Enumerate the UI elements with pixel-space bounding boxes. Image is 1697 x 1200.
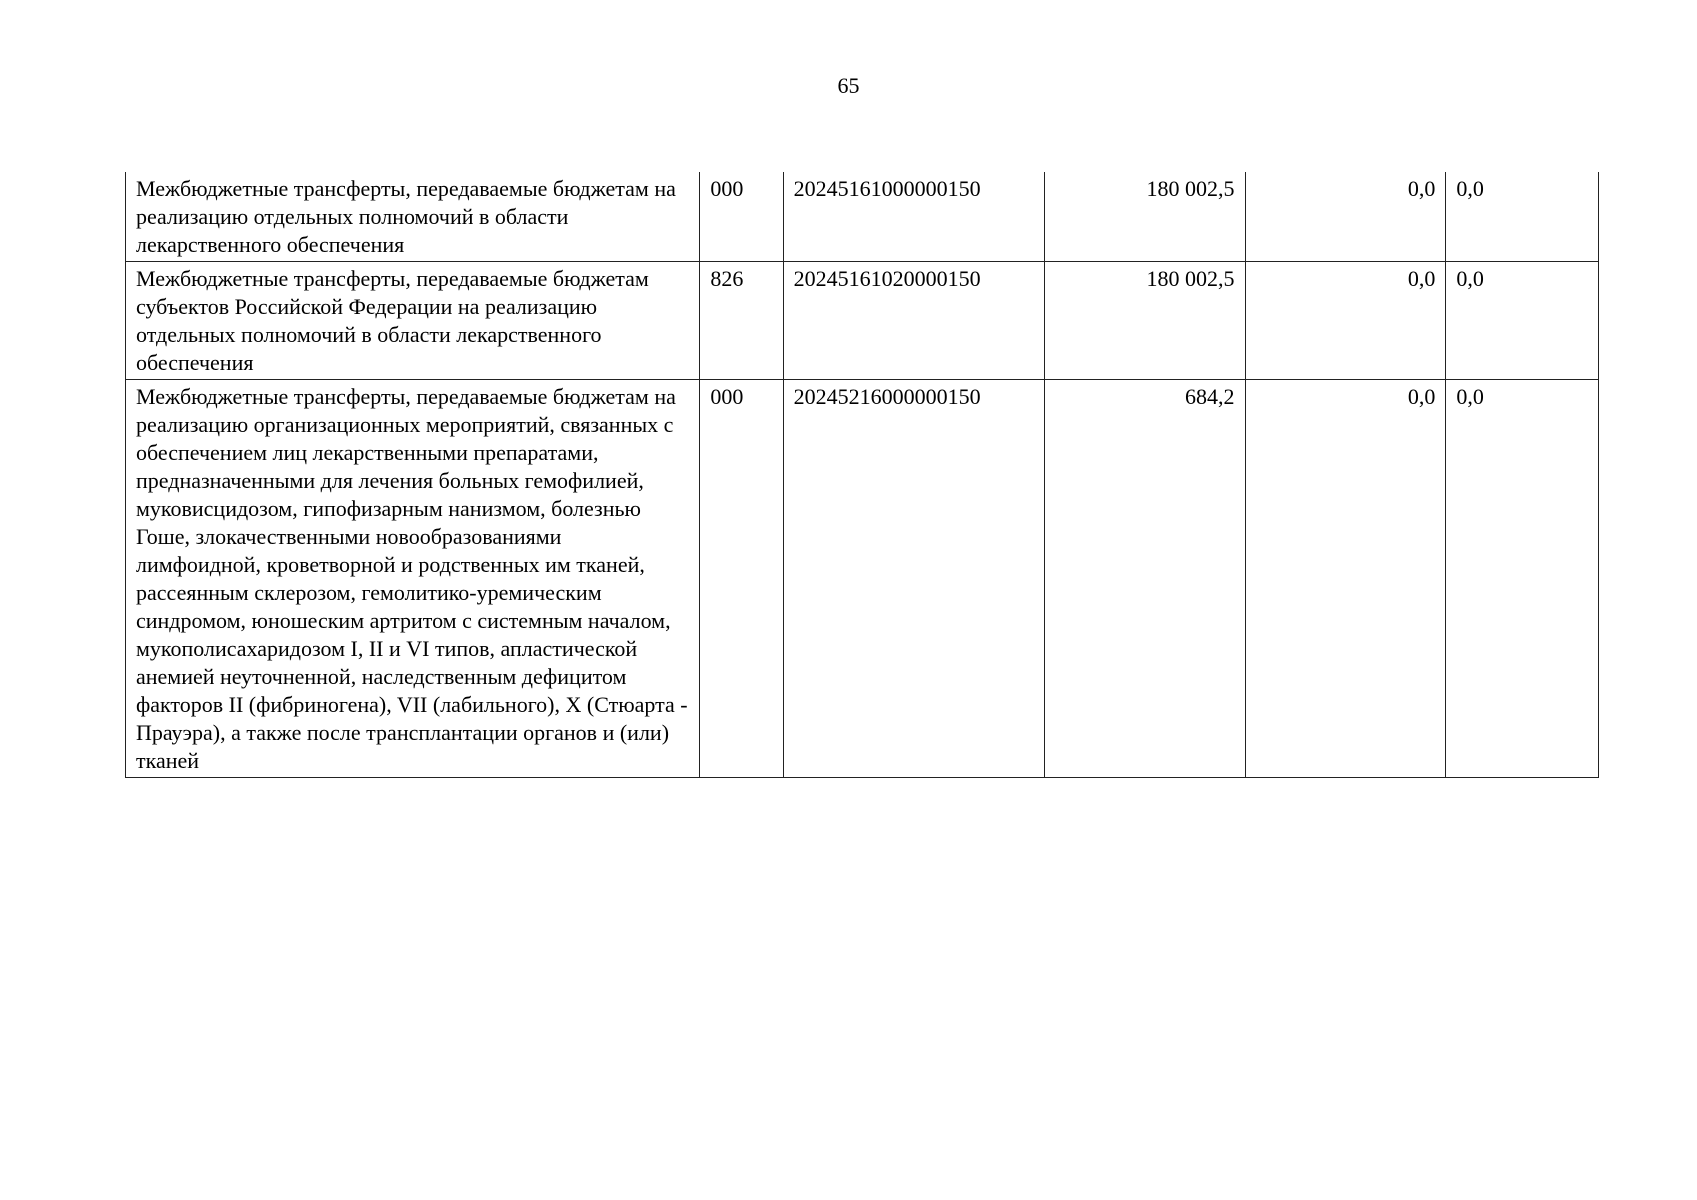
value-2: 0,0: [1245, 172, 1446, 262]
table-row: [126, 262, 1599, 380]
table-row: [126, 172, 1599, 262]
value-3: 0,0: [1446, 262, 1599, 380]
page-number: 65: [837, 73, 860, 98]
budget-code: 20245161000000150: [783, 172, 1044, 262]
value-2: 0,0: [1245, 380, 1446, 778]
value-2: 0,0: [1245, 262, 1446, 380]
admin-code: 000: [700, 380, 783, 778]
admin-code: 826: [700, 262, 783, 380]
budget-code: 20245161020000150: [783, 262, 1044, 380]
budget-table: [125, 172, 1599, 778]
row-name: Межбюджетные трансферты, передаваемые бюджетам на реализацию отдельных полномочий в области лекарственного обеспечения: [126, 172, 700, 262]
budget-code: 20245216000000150: [783, 380, 1044, 778]
row-name: Межбюджетные трансферты, передаваемые бюджетам на реализацию организационных мероприятий, связанных с обеспечением лиц лекарственными препаратами, предназначенными для лечения больных гемофилией, муковисцидозом, гипофизарным нанизмом, болезнью Гоше, злокачественными новообразованиями лимфоидной, кроветворной и родственных им тканей, рассеянным склерозом, гемолитико-уремическим синдромом, юношеским артритом с системным началом, мукополисахаридозом I, II и VI типов, апластической анемией неуточненной, наследственным дефицитом факторов II (фибриногена), VII (лабильного), X (Стюарта - Прауэра), а также после трансплантации органов и (или) тканей: [126, 380, 700, 778]
value-1: 180 002,5: [1044, 262, 1245, 380]
row-name: Межбюджетные трансферты, передаваемые бюджетам субъектов Российской Федерации на реализацию отдельных полномочий в области лекарственного обеспечения: [126, 262, 700, 380]
table-row: [126, 380, 1599, 778]
value-3: 0,0: [1446, 380, 1599, 778]
value-3: 0,0: [1446, 172, 1599, 262]
value-1: 684,2: [1044, 380, 1245, 778]
value-1: 180 002,5: [1044, 172, 1245, 262]
admin-code: 000: [700, 172, 783, 262]
